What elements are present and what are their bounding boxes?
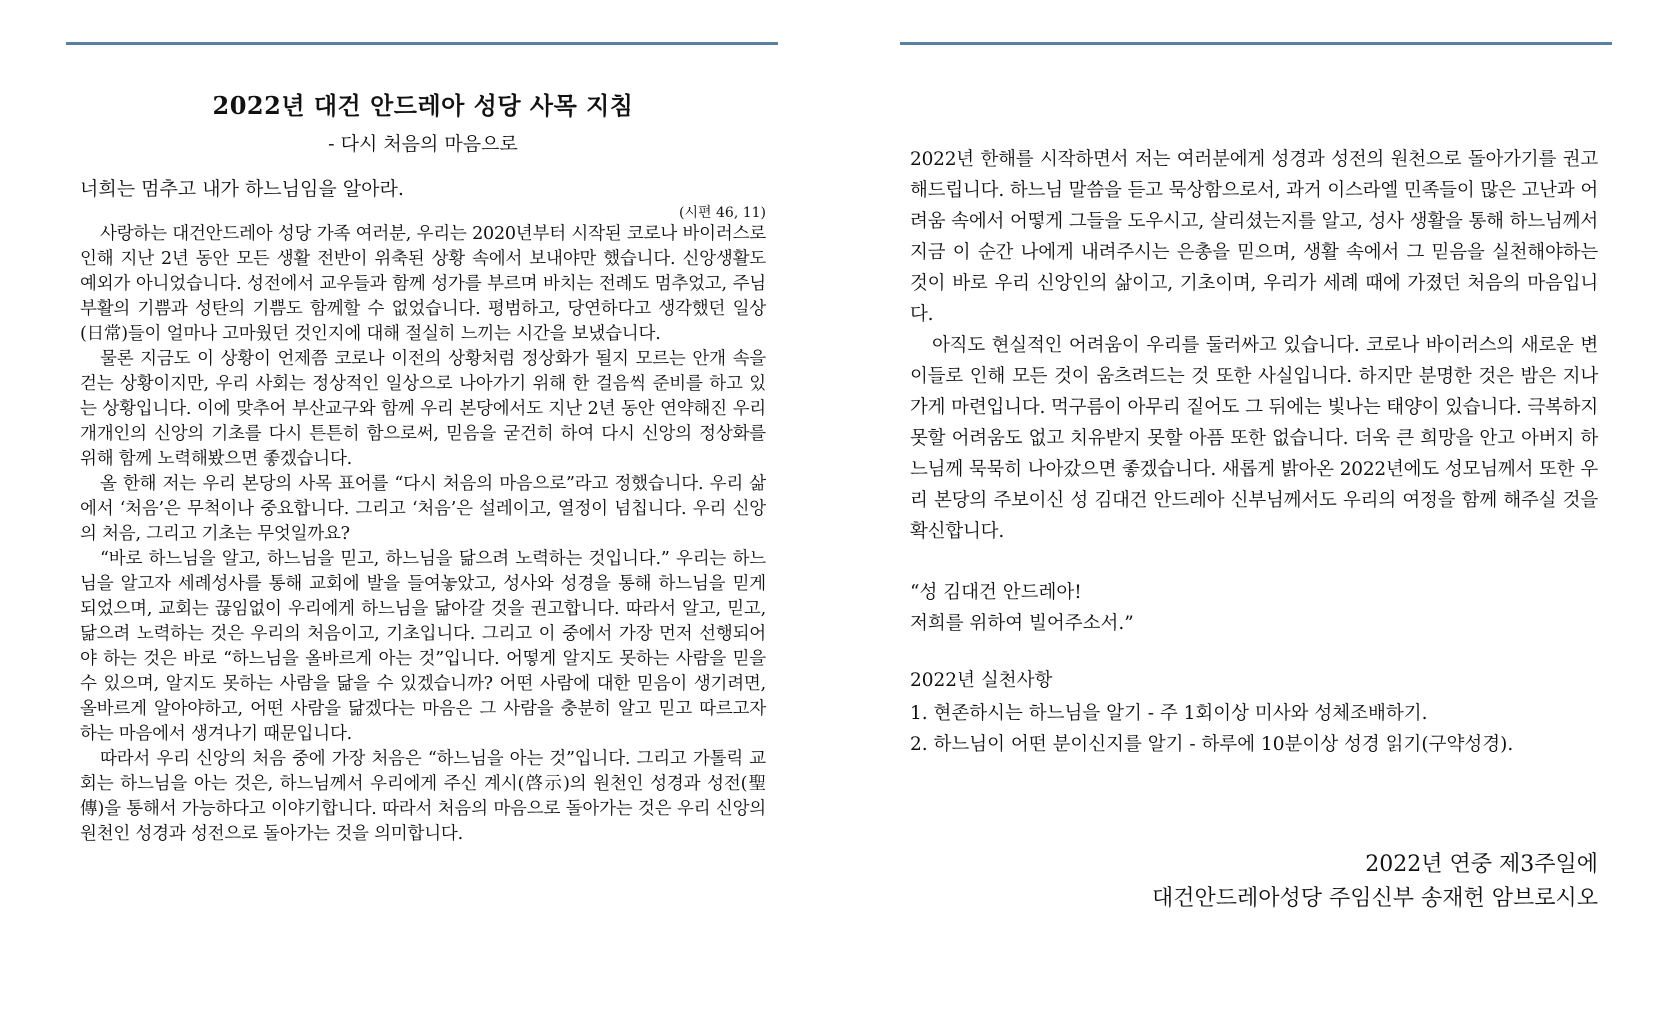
body-paragraph: 따라서 우리 신앙의 처음 중에 가장 처음은 “하느님을 아는 것”입니다. 그리고 가톨릭 교회는 하느님을 아는 것은, 하느님께서 우리에게 주신 계시(啓示)의 원천인 성경과 성전(聖傳)을 통해서 가능하다고 이야기합니다. 따라서 처음의 마음으로 돌아가는 것은 우리 신앙의 원천인 성경과 성전으로 돌아가는 것을 의미합니다. [80, 749, 766, 844]
top-rule-left [66, 42, 778, 45]
body-paragraph: “바로 하느님을 알고, 하느님을 믿고, 하느님을 닮으려 노력하는 것입니다.” 우리는 하느님을 알고자 세례성사를 통해 교회에 발을 들여놓았고, 성사와 성경을 통해 하느님을 믿게 되었으며, 교회는 끊임없이 우리에게 하느님을 닮아갈 것을 권고합니다. 따라서 알고, 믿고, 닮으려 노력하는 것은 우리의 처음이고, 기초입니다. 그리고 이 중에서 가장 먼저 선행되어야 하는 것은 바로 “하느님을 올바르게 아는 것”입니다. 어떻게 알지도 못하는 사람을 믿을 수 있으며, 알지도 못하는 사람을 닮을 수 있겠습니까? 어떤 사람에 대한 믿음이 생기려면, 올바르게 알아야하고, 어떤 사람을 닮겠다는 마음은 그 사람을 충분히 알고 믿고 따르고자 하는 마음에서 생겨나기 때문입니다. [80, 549, 766, 744]
left-body [80, 222, 766, 847]
top-rule-right [900, 42, 1612, 45]
signature-date: 2022년 연중 제3주일에 [1365, 852, 1598, 877]
signature-author: 대건안드레아성당 주임신부 송재헌 암브로시오 [1151, 886, 1598, 911]
body-paragraph: 사랑하는 대건안드레아 성당 가족 여러분, 우리는 2020년부터 시작된 코로나 바이러스로 인해 지난 2년 동안 모든 생활 전반이 위축된 상황 속에서 보내야만 했습니다. 신앙생활도 예외가 아니었습니다. 성전에서 교우들과 함께 성가를 부르며 바치는 전례도 멈추었고, 주님 부활의 기쁨과 성탄의 기쁨도 함께할 수 없었습니다. 평범하고, 당연하다고 생각했던 일상(日常)들이 얼마나 고마웠던 것인지에 대해 절실히 느끼는 시간을 보냈습니다. [80, 224, 766, 344]
practice-heading: 2022년 실천사항 [910, 670, 1053, 691]
left-column [80, 86, 766, 847]
document-subtitle: - 다시 처음의 마음으로 [328, 133, 518, 155]
scripture-citation: (시편 46, 11) [679, 205, 766, 221]
body-paragraph: 2022년 한해를 시작하면서 저는 여러분에게 성경과 성전의 원천으로 돌아가기를 권고해드립니다. 하느님 말씀을 듣고 묵상함으로서, 과거 이스라엘 민족들이 많은 고난과 어려움 속에서 어떻게 그들을 도우시고, 살리셨는지를 알고, 성사 생활을 통해 하느님께서 지금 이 순간 나에게 내려주시는 은총을 믿으며, 생활 속에서 그 믿음을 실천해야하는 것이 바로 우리 신앙인의 삶이고, 기초이며, 우리가 세례 때에 가졌던 처음의 마음입니다. [910, 149, 1598, 325]
body-paragraph: 아직도 현실적인 어려움이 우리를 둘러싸고 있습니다. 코로나 바이러스의 새로운 변이들로 인해 모든 것이 움츠려드는 것 또한 사실입니다. 하지만 분명한 것은 밤은 지나가게 마련입니다. 먹구름이 아무리 짙어도 그 뒤에는 빛나는 태양이 있습니다. 극복하지 못할 어려움도 없고 치유받지 못할 아픔 또한 없습니다. 더욱 큰 희망을 안고 아버지 하느님께 묵묵히 나아갔으면 좋겠습니다. 새롭게 밝아온 2022년에도 성모님께서 또한 우리 본당의 주보이신 성 김대건 안드레아 신부님께서도 우리의 여정을 함께 해주실 것을 확신합니다. [910, 335, 1598, 542]
signature-block [1152, 848, 1598, 916]
right-body [910, 144, 1598, 547]
prayer-line: 저희를 위하여 빌어주소서.” [910, 613, 1134, 634]
document-title: 2022년 대건 안드레아 성당 사목 지침 [212, 91, 634, 120]
body-paragraph: 물론 지금도 이 상황이 언제쯤 코로나 이전의 상황처럼 정상화가 될지 모르는 안개 속을 걷는 상황이지만, 우리 사회는 정상적인 일상으로 나아가기 위해 한 걸음씩 준비를 하고 있는 상황입니다. 이에 맞추어 부산교구와 함께 우리 본당에서도 지난 2년 동안 연약해진 우리 개개인의 신앙의 기초를 다시 튼튼히 함으로써, 믿음을 굳건히 하여 다시 신앙의 정상화를 위해 함께 노력해봤으면 좋겠습니다. [80, 349, 766, 469]
scripture-verse: 너희는 멈추고 내가 하느님임을 알아라. [80, 178, 404, 200]
right-column [910, 144, 1598, 760]
practice-section [910, 665, 1598, 760]
body-paragraph: 올 한해 저는 우리 본당의 사목 표어를 “다시 처음의 마음으로”라고 정했습니다. 우리 삶에서 ‘처음’은 무척이나 중요합니다. 그리고 ‘처음’은 설레이고, 열정이 넘칩니다. 우리 신앙의 처음, 그리고 기초는 무엇일까요? [80, 474, 766, 544]
prayer-line: “성 김대건 안드레아! [910, 582, 1082, 603]
practice-item: 1. 현존하시는 하느님을 알기 - 주 1회이상 미사와 성체조배하기. [910, 703, 1428, 724]
practice-item: 2. 하느님이 어떤 분이신지를 알기 - 하루에 10분이상 성경 읽기(구약성경). [910, 734, 1514, 755]
prayer-block [910, 577, 1598, 639]
